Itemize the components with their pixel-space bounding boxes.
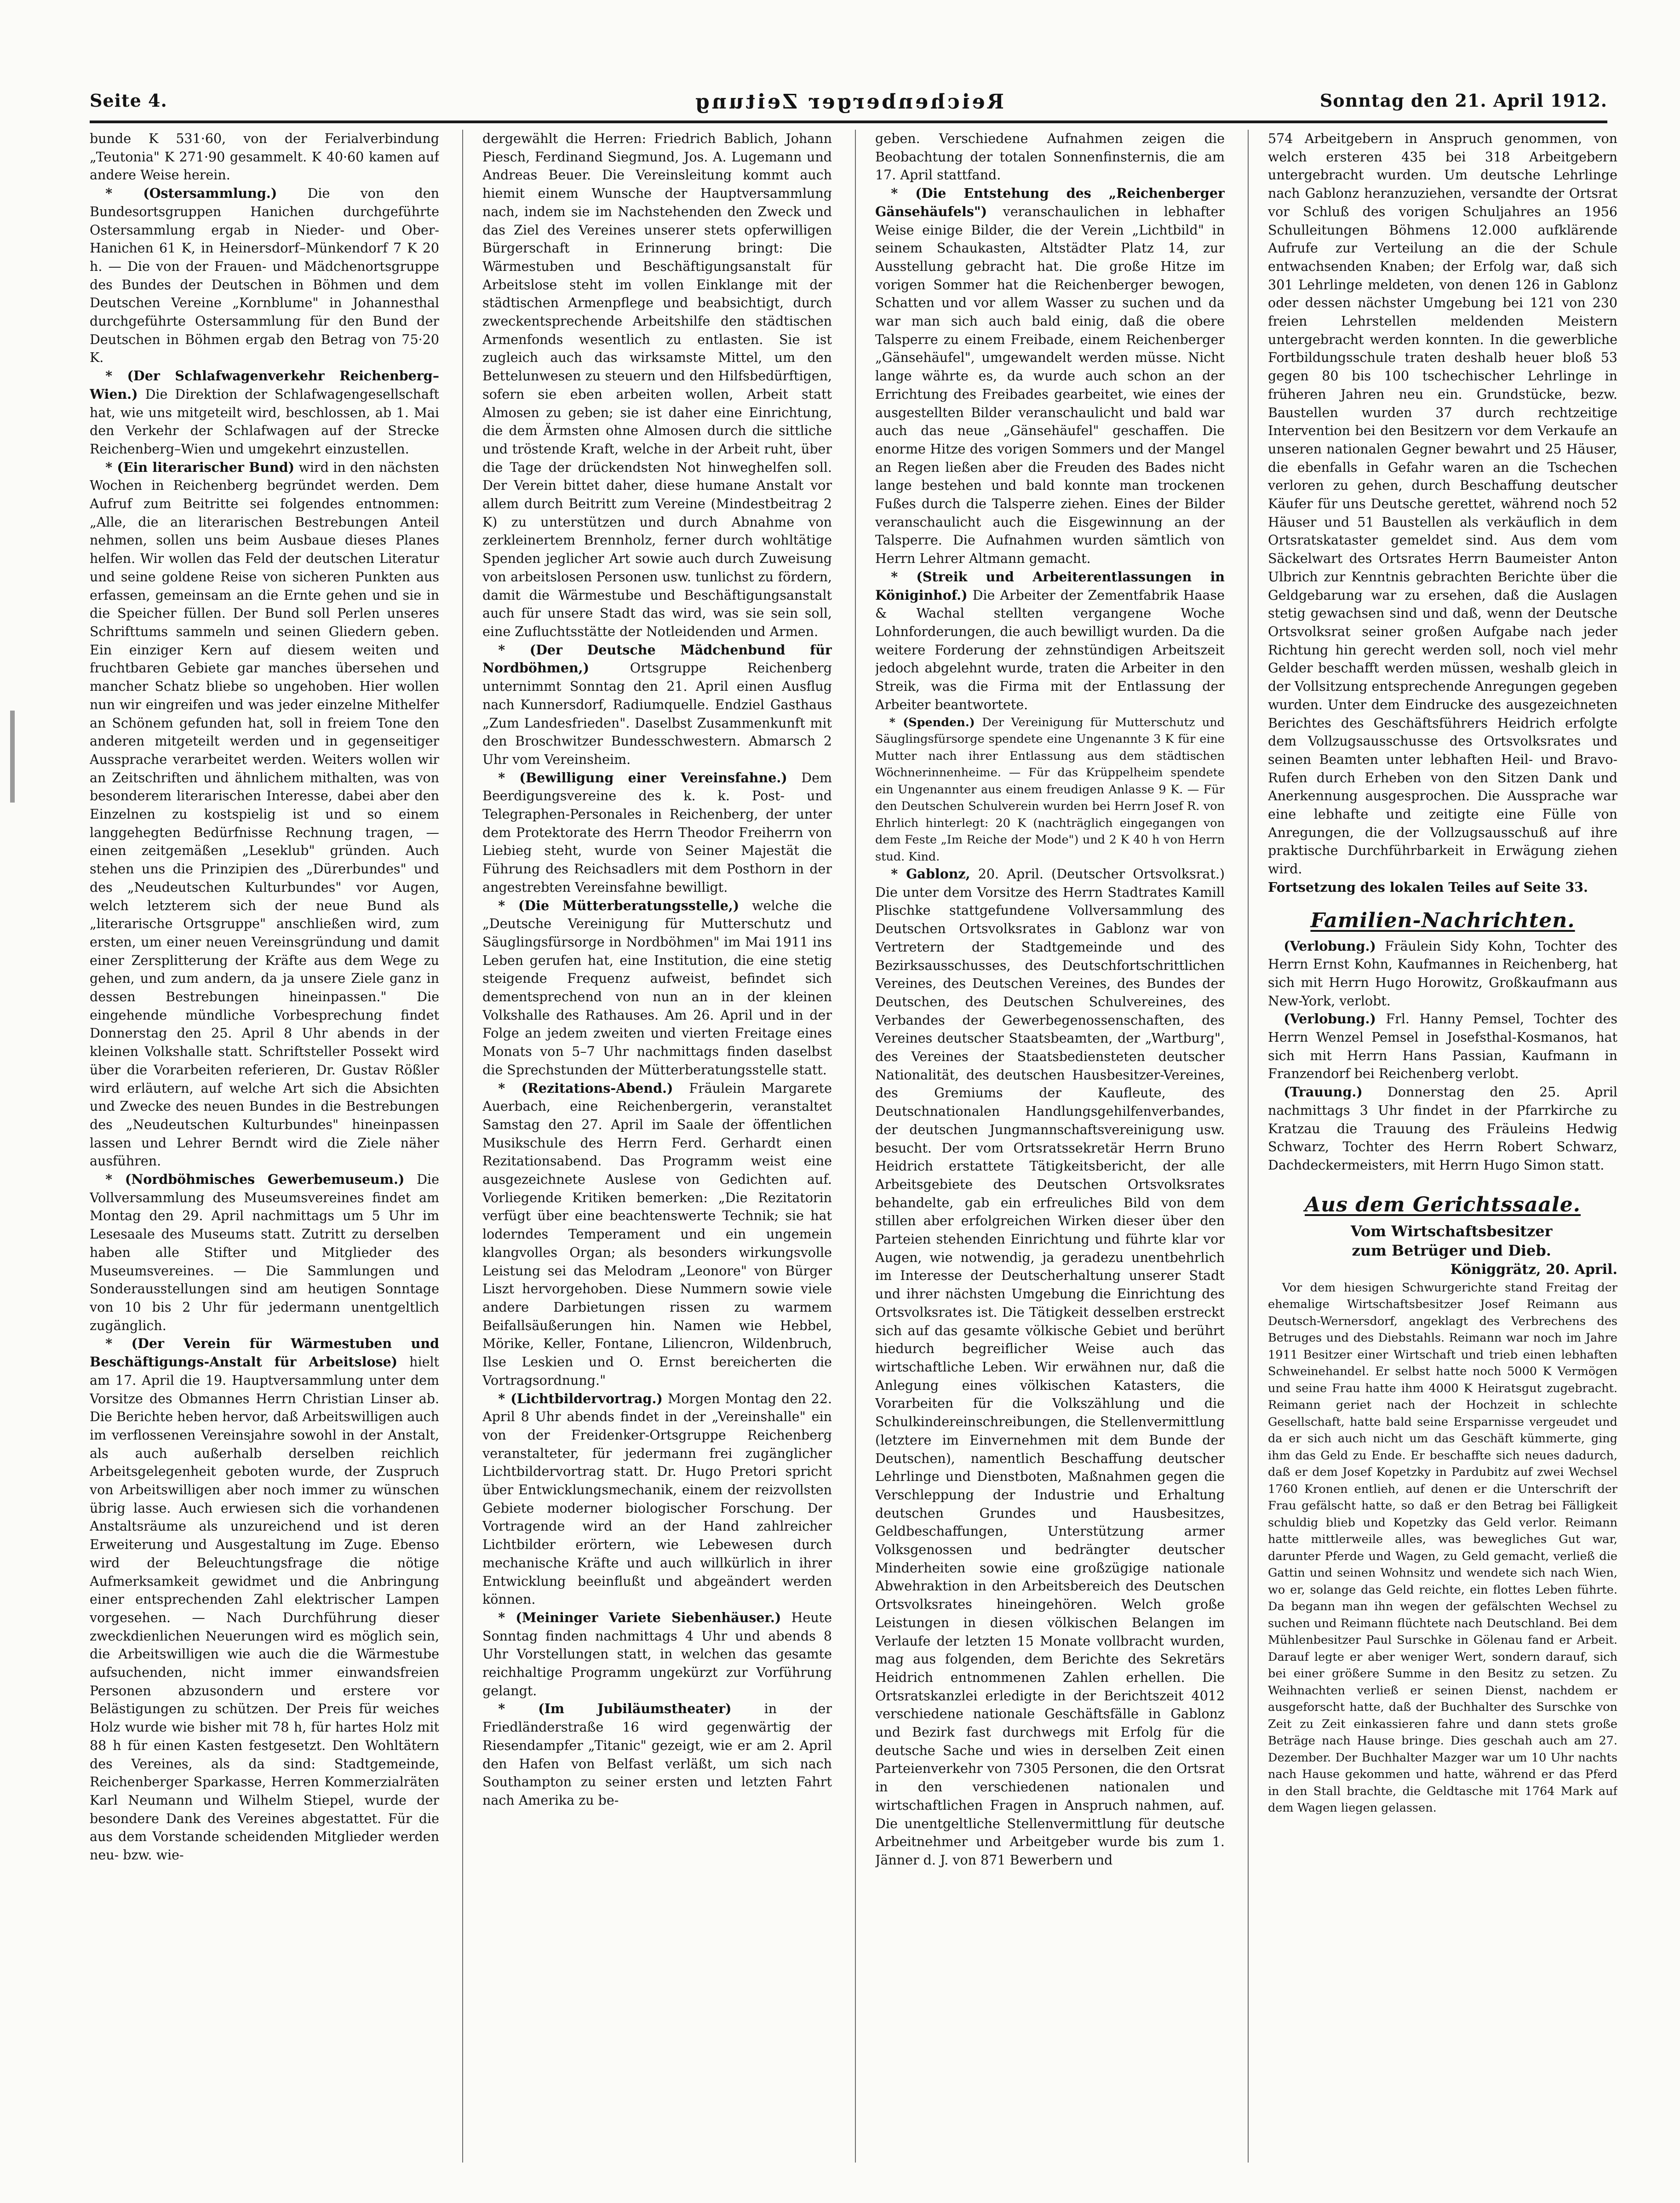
article-paragraph (90, 459, 439, 1170)
article-lead: * (Die Entstehung des „Reichenberger Gänsehäufels") (875, 185, 1225, 219)
article-lead: * (Der Verein für Wärmestuben und Beschäftigungs-Anstalt für Arbeitslose) (90, 1336, 439, 1370)
article-paragraph (482, 1609, 832, 1700)
article-paragraph (482, 1079, 832, 1390)
article-lead: * (Ein literarischer Bund) (105, 459, 295, 475)
article-lead: * (Streik und Arbeiterentlassungen in Königinhof.) (875, 568, 1225, 603)
continuation-note: Fortsetzung des lokalen Teiles auf Seite 33. (1268, 879, 1588, 895)
family-news-item (1268, 1010, 1617, 1083)
article-lead: * (Meininger Variete Siebenhäuser.) (498, 1609, 781, 1625)
article-lead: * (Lichtbildervortrag.) (498, 1390, 663, 1406)
article-lead: * (Im Jubiläumstheater) (498, 1701, 732, 1717)
article-paragraph (1268, 130, 1617, 878)
article-lead: * (Spenden.) (889, 715, 975, 729)
article-lead: * (Bewilligung einer Vereinsfahne.) (498, 769, 787, 786)
article-paragraph (875, 568, 1225, 714)
court-report: Vor dem hiesigen Schwurgerichte stand Freitag der ehemalige Wirtschaftsbesitzer Josef Reimann aus Deutsch-Wernersdorf, angeklagt des Verbrechens des Betruges und des Diebstahls. Reimann war noch im Jahre 1911 Besitzer einer Wirtschaft und trieb einen lebhaften Schweinehandel. Er selbst hatte noch 5000 K Vermögen und seine Frau hatte ihm 4000 K Heiratsgut zugebracht. Reimann geriet nach der Hochzeit in schlechte Gesellschaft, hatte bald seine Ersparnisse vergeudet und da er sich auch nicht um das Geschäft kümmerte, ging ihm das Geld zu Ende. Er beschaffte sich neues dadurch, daß er dem Josef Kopetzky in Pardubitz auf zwei Wechsel 1760 Kronen entlieh, auf denen er die Unterschrift der Frau gefälscht hatte, so daß er den Betrag bei Fälligkeit schuldig blieb und Kopetzky das Geld verlor. Reimann hatte mittlerweile alles, was bewegliches Gut war, darunter Pferde und Wagen, zu Geld gemacht, verließ die Gattin und seinen Wohnsitz und wendete sich nach Wien, wo er, solange das Geld reichte, ein flottes Leben führte. Da begann man ihn wegen der gefälschten Wechsel zu suchen und Reimann flüchtete nach Deutschland. Bei dem Mühlenbesitzer Paul Surschke in Gölenau fand er Arbeit. Darauf legte er aber weniger Wert, sondern darauf, sich bei einer größere Summe in den Besitz zu setzen. Zu Weihnachten verließ er seinen Dienst, nachdem er ausgeforscht hatte, daß der Buchhalter des Surschke von Zeit zu Zeit einkassieren fahre und dann stets große Beträge nach Hause bringe. Dies geschah auch am 27. Dezember. Der Buchhalter Mazger war um 10 Uhr nachts nach Hause gekommen und hatte, während er das Pferd in den Stall brachte, die Geldtasche mit 1764 Mark auf dem Wagen liegen gelassen. (1268, 1280, 1617, 1815)
column-4 (1268, 130, 1617, 2163)
article-text: 20. April. (Deutscher Ortsvolksrat.) Die unter dem Vorsitze des Herrn Stadtrates Kamill Plischke stattgefundene Vollversammlung des Deutschen Ortsvolksrates in Gablonz war von Vertretern der Stadtgemeinde und des Bezirksausschusses, des Deutschfortschrittlichen Vereines, des Deutschen Vereines, des Bundes der Deutschen, des Deutschen Schulvereines, des Verbandes der Gewerbegenossenschaften, des Vereines deutscher Staatsbeamten, der „Wartburg", des Vereines der Staatsbediensteten deutscher Nationalität, des deutschen Hausbesitzer-Vereines, des Gremiums der Kaufleute, des Deutschnationalen Handlungsgehilfenverbandes, der deutschen Jungmannschaftsvereinigung usw. besucht. Der vom Ortsratssekretär Herrn Bruno Heidrich erstattete Tätigkeitsbericht, der alle Arbeitsgebiete des Deutschen Ortsvolksrates behandelte, gab ein erfreuliches Bild von dem stillen aber erfolgreichen Wirken dieser über den Parteien stehenden Einrichtung und führte klar vor Augen, wie notwendig, ja geradezu unentbehrlich im Interesse der Deutscherhaltung unserer Stadt und ihrer nächsten Umgebung die Einrichtung des Ortsvolksrates ist. Die Tätigkeit desselben erstreckt sich auf das gesamte völkische Gebiet und berührt hiedurch begreiflicher Weise auch das wirtschaftliche Leben. Wir erwähnen nur, daß die Anlegung eines völkischen Katasters, die Vorarbeiten für die Volkszählung und die Schulkindereinschreibungen, die Stellenvermittlung (letztere im Einvernehmen mit dem Bunde der Deutschen), namentlich Beschaffung deutscher Lehrlinge und Dienstboten, Maßnahmen gegen die Verschleppung der Industrie und Erhaltung deutschen Grundes und Hausbesitzes, Geldbeschaffungen, Unterstützung armer Volksgenossen und bedrängter deutscher Minderheiten sowie eine großzügige nationale Abwehraktion in den Arbeitsbereich des Deutschen Ortsvolksrates hineingehören. Welch große Leistungen in diesen völkischen Belangen im Verlaufe der letzten 15 Monate vollbracht wurden, mag aus folgenden, dem Berichte des Sekretärs Heidrich entnommenen Zahlen erhellen. Die Ortsratskanzlei erledigte in der Berichtszeit 4012 verschiedene nationale Geschäftsfälle in Gablonz und Bezirk fast durchwegs mit Erfolg für die deutsche Sache und wies in derselben Zeit einen Parteienverkehr von 7305 Personen, die den Ortsrat in den verschiedenen nationalen und wirtschaftlichen Fragen in Anspruch nahmen, auf. Die unentgeltliche Stellenvermittlung für deutsche Arbeitnehmer und Arbeitgeber wurde bis zum 1. Jänner d. J. von 871 Bewerbern und (875, 866, 1225, 1868)
column-divider (462, 130, 463, 2163)
article-text: Fräulein Margarete Auerbach, eine Reichenbergerin, veranstaltet Samstag den 27. April im Saale der öffentlichen Musikschule des Herrn Ferd. Gerhardt einen Rezitationsabend. Das Programm weist eine ausgezeichnete Auslese von Gedichten auf. Vorliegende Kritiken bemerken: „Die Rezitatorin verfügt über eine beachtenswerte Technik; sie hat loderndes Temperament und ein ungemein klangvolles Organ; als besonders wirkungsvolle Leistung sei das Melodram „Leonore" von Bürger Liszt hervorgehoben. Diese Nummern sowie viele andere Darbietungen rissen zu warmem Beifallsäußerungen hin. Namen wie Hebbel, Mörike, Keller, Fontane, Liliencron, Wildenbruch, Ilse Leskien und O. Ernst bereicherten die Vortragsordnung." (482, 1080, 832, 1388)
column-divider (855, 130, 856, 2163)
article-text: Ortsgruppe Reichenberg unternimmt Sonntag den 21. April einen Ausflug nach Kunnersdorf, Radiumquelle. Endziel Gasthaus „Zum Landesfrieden". Daselbst Zusammenkunft mit den Broschwitzer Bundesschwestern. Abmarsch 2 Uhr vom Vereinsheim. (482, 660, 832, 767)
column-2 (482, 130, 832, 2163)
article-paragraph (875, 130, 1225, 184)
family-news-item (1268, 937, 1617, 1010)
article-text: veranschaulichen in lebhafter Weise einige Bilder, die der Verein „Lichtbild" in seinem Schaukasten, Altstädter Platz 14, zur Ausstellung gebracht hat. Die große Hitze im vorigen Sommer hat die Reichenberger bewogen, Schatten und vor allem Wasser zu suchen und da war man sich auch bald einig, daß die obere Talsperre zu einem Freibade, einem Reichenberger „Gänsehäufel", umgewandelt werden müsse. Nicht lange währte es, da wurde auch schon an der Errichtung des Freibades gearbeitet, wie eines der ausgestellten Bilder veranschaulicht und bald war auch das neue „Gänsehäufel" geschaffen. Die enorme Hitze des vorigen Sommers und der Mangel an Regen ließen aber die Freuden des Bades nicht lange bestehen und bald konnte man trockenen Fußes durch die Talsperre ziehen. Eines der Bilder veranschaulicht auch die Eisgewinnung an der Talsperre. Die Aufnahmen wurden sämtlich von Herrn Lehrer Altmann gemacht. (875, 204, 1225, 567)
family-news-text: Donnerstag den 25. April nachmittags 3 Uhr findet in der Pfarrkirche zu Kratzau die Trauung des Fräuleins Hedwig Schwarz, Tochter des Herrn Robert Schwarz, Dachdeckermeisters, mit Herrn Hugo Simon statt. (1268, 1084, 1617, 1173)
article-text: wird in den nächsten Wochen in Reichenberg begründet werden. Dem Aufruf zum Beitritte sei folgendes entnommen: „Alle, die an literarischen Bestrebungen Anteil nehmen, sollen uns beim Ausbaue dieses Planes helfen. Wir wollen das Feld der deutschen Literatur und seine goldene Reise von sicheren Punkten aus erfassen, gemeinsam an die Ernte gehen und sie in die Speicher füllen. Der Bund soll Perlen unseres Schrifttums sammeln und seinen Gliedern geben. Ein einziger Kern auf diesem weiten und fruchtbaren Gebiete gar manches übersehen und mancher Schatz bliebe so ungehoben. Hier wollen nun wir eingreifen und was jeder einzelne Mithelfer an Schönem gefunden hat, soll in freiem Tone den anderen mitgeteilt werden und in gegenseitiger Aussprache verarbeitet werden. Weiters wollen wir an Zeitschriften und ähnlichem mithalten, was von besonderem literarischen Interesse, dabei aber den Einzelnen zu kostspielig ist und so einem langgehegten Bedürfnisse Rechnung tragen, — einen zeitgemäßen „Leseklub" gründen. Auch stehen uns die Prinzipien des „Dürerbundes" und des „Neudeutschen Kulturbundes" vor Augen, welch letzterem sich der neue Bund als „literarische Ortsgruppe" anschließen wird, zum ersten, um einer neuen Vereinsgründung und damit einer Zersplitterung der Kräfte aus dem Wege zu gehen, und zum andern, da ja unsere Ziele ganz in dessen Bestrebungen hineinpassen." Die eingehende mündliche Vorbesprechung findet Donnerstag den 25. April 8 Uhr abends in der kleinen Volkshalle statt. Schriftsteller Possekt wird über die Vorarbeiten referieren, Dr. Gustav Rößler wird erläutern, auf welche Art sich die Absichten und Zwecke des neuen Bundes in die Bestrebungen des „Neudeutschen Kulturbundes" hineinpassen lassen und Lehrer Berndt wird die Ziele näher ausführen. (90, 459, 439, 1169)
family-news-items (1268, 937, 1617, 1175)
article-paragraph (482, 769, 832, 897)
article-text: Die Direktion der Schlafwagengesellschaft hat, wie uns mitgeteilt wird, beschlossen, ab 1. Mai den Verkehr der Schlafwagen auf der Strecke Reichenberg–Wien und umgekehrt einzustellen. (90, 386, 439, 457)
article-text: 574 Arbeitgebern in Anspruch genommen, von welch ersteren 435 bei 318 Arbeitgebern untergebracht wurden. Um deutsche Lehrlinge nach Gablonz heranzuziehen, versandte der Ortsrat vor Schluß des vorigen Schuljahres an 1956 Schulleitungen Böhmens 12.000 aufklärende Aufrufe zur Verteilung an die der Schule entwachsenden Knaben; der Erfolg war, daß sich 301 Lehrlinge meldeten, von denen 126 in Gablonz oder dessen nächster Umgebung bei 121 von 230 freien Lehrstellen meldenden Meistern untergebracht werden konnten. In die gewerbliche Fortbildungsschule traten deshalb heuer bloß 53 gegen 80 bis 100 tschechischer Lehrlinge in früheren Jahren neu ein. Grundstücke, bezw. Baustellen wurden 37 durch rechtzeitige Intervention bei den Besitzern vor dem Verkaufe an unseren nationalen Gegner bewahrt und 25 Häuser, die ebenfalls in Gefahr waren an die Tschechen verloren zu gehen, durch Beschaffung deutscher Käufer für uns Deutsche gerettet, während noch 52 Häuser und 51 Baustellen als verkäuflich in dem Ortsratskataster gemeldet sind. Aus dem vom Säckelwart des Ortsrates Herrn Baumeister Anton Ulbrich zur Kenntnis gebrachten Berichte über die Geldgebarung war zu ersehen, daß die Auslagen stetig gewachsen sind und daß, wenn der Deutsche Ortsvolksrat seiner großen Aufgabe nach jeder Richtung hin gerecht werden soll, noch viel mehr Gelder beschafft werden müssen, weshalb gleich in der Vollsitzung entsprechende Anregungen gegeben wurden. Unter dem Eindrucke des ausgezeichneten Berichtes des Geschäftsführers Heidrich erfolgte dem Vollzugsausschusse des Ortsvolksrates und seinen Beamten unter lebhaften Heil- und Bravo-Rufen durch Erheben von den Sitzen Dank und Anerkennung ausgesprochen. Die Aussprache war eine lebhafte und zeitigte eine Fülle von Anregungen, die der Vollzugsausschuß auf ihre praktische Durchführbarkeit in Erwägung ziehen wird. (1268, 131, 1617, 877)
article-paragraph (90, 184, 439, 367)
family-news-type: (Verlobung.) (1284, 938, 1376, 954)
article-lead: * (Nordböhmisches Gewerbemuseum.) (105, 1171, 405, 1188)
margin-mark-icon (4, 711, 22, 803)
article-text: bunde K 531·60, von der Ferialverbindung „Teutonia" K 271·90 gesammelt. K 40·60 kamen auf andere Weise herein. (90, 131, 439, 183)
article-lead: * (Der Schlafwagenverkehr Reichenberg–Wien.) (90, 368, 439, 402)
column-divider (1248, 130, 1249, 2163)
masthead-mirrored: Reichenberger Zeitung (693, 90, 1004, 114)
article-paragraph (482, 897, 832, 1079)
article-text: Der Vereinigung für Mutterschutz und Säuglingsfürsorge spendete eine Ungenannte 3 K für eine Mutter nach ihrer Entlassung aus dem städtischen Wöchnerinnenheime. — Für das Krüppelheim spendete ein Ungenannter aus einem freudigen Anlasse 9 K. — Für den Deutschen Schulverein wurden bei Herrn Josef R. von Ehrlich hinterlegt: 20 K (nachträglich eingegangen von dem Feste „Im Reiche der Mode") und 2 K 40 h von Herrn stud. Kind. (875, 715, 1225, 864)
article-text: welche die „Deutsche Vereinigung für Mutterschutz und Säuglingsfürsorge in Nordböhmen" im Mai 1911 ins Leben gerufen hat, eine Institution, die eine stetig steigende Frequenz aufweist, befindet sich dementsprechend von nun an in der kleinen Volkshalle des Rathauses. Am 26. April und in der Folge an jedem zweiten und vierten Freitage eines Monats von 5–7 Uhr nachmittags finden daselbst die Sprechstunden der Mütterberatungsstelle statt. (482, 898, 832, 1078)
article-paragraph (90, 1170, 439, 1335)
court-subtitle-1: Vom Wirtschaftsbesitzer (1350, 1222, 1553, 1240)
article-text: Dem Beerdigungsvereine des k. k. Post- und Telegraphen-Personales in Reichenberg, der unter dem Protektorate des Herrn Theodor Freiherrn von Liebieg steht, wurde von Seiner Majestät die Führung des Reichsadlers mit dem Posthorn in der angestrebten Vereinsfahne bewilligt. (482, 770, 832, 895)
page-header (90, 86, 1607, 122)
article-text: geben. Verschiedene Aufnahmen zeigen die Beobachtung der totalen Sonnenfinsternis, die am 17. April stattfand. (875, 131, 1225, 183)
article-paragraph (482, 1700, 832, 1809)
article-text: in der Friedländerstraße 16 wird gegenwärtig der Riesendampfer „Titanic" gezeigt, wie er am 2. April den Hafen von Belfast verläßt, um sich nach Southampton zu seiner ersten und letzten Fahrt nach Amerika zu be- (482, 1701, 832, 1808)
article-text: Heute Sonntag finden nachmittags 4 Uhr und abends 8 Uhr Vorstellungen statt, in welchen das gesamte reichhaltige Programm ungekürzt zur Vorführung gelangt. (482, 1610, 832, 1698)
family-news-heading: Familien-Nachrichten. (1310, 908, 1575, 932)
article-paragraph (90, 367, 439, 459)
court-subtitle-2: zum Betrüger und Dieb. (1352, 1241, 1551, 1259)
article-paragraph (90, 1335, 439, 1864)
article-text: Morgen Montag den 22. April 8 Uhr abends findet in der „Vereinshalle" ein von der Freidenker-Ortsgruppe Reichenberg veranstalteter, für jedermann frei zugänglicher Lichtbildervortrag statt. Dr. Hugo Pretori spricht über Entwicklungsmechanik, einem der reizvollsten Gebiete moderner biologischer Forschung. Der Vortragende wird an der Hand zahlreicher Lichtbilder erörtern, wie Lebewesen durch mechanische Kräfte und auch willkürlich in ihrer Entwicklung beeinflußt und abgeändert werden können. (482, 1391, 832, 1607)
court-heading: Aus dem Gerichtssaale. (1304, 1193, 1581, 1216)
family-news-text: Frl. Hanny Pemsel, Tochter des Herrn Wenzel Pemsel in Josefsthal-Kosmanos, hat sich mit Herrn Hans Passian, Kaufmann in Franzendorf bei Reichenberg verlobt. (1268, 1011, 1617, 1082)
article-paragraph (875, 714, 1225, 866)
article-text: dergewählt die Herren: Friedrich Bablich, Johann Piesch, Ferdinand Siegmund, Jos. A. Lugemann und Andreas Beuer. Die Vereinsleitung kommt auch hiemit einem Wunsche der Hauptversammlung nach, indem sie im Nachstehenden den Zweck und das Ziel des Vereines unserer stets opferwilligen Bürgerschaft in Erinnerung bringt: Die Wärmestuben und Beschäftigungsanstalt für Arbeitslose steht im vollen Einklange mit der städtischen Armenpflege und beabsichtigt, durch zweckentsprechende Arbeitshilfe den städtischen Armenfonds wesentlich zu entlasten. Sie ist zugleich auch das wirksamste Mittel, um den Bettelunwesen zu steuern und den Hilfsbedürftigen, sofern sie eben arbeiten wollen, Arbeit statt Almosen zu geben; sie ist daher eine Einrichtung, die dem Ärmsten ohne Almosen durch die sittliche und tröstende Kraft, welche in der Arbeit ruht, über die Tage der drückendsten Not hinweghelfen soll. Der Verein bittet daher, diese humane Anstalt vor allem durch Beitritt zum Vereine (Mindestbeitrag 2 K) zu unterstützen und durch Abnahme von zerkleinertem Brennholz, ferner durch wohltätige Spenden jeglicher Art sowie auch durch Zuweisung von arbeitslosen Personen usw. tunlichst zu fördern, damit die Wärmestube und Beschäftigungsanstalt auch für unsere Stadt das wird, was sie sein soll, eine Zufluchtsstätte der Notleidenden und Armen. (482, 131, 832, 639)
column-3 (875, 130, 1225, 2163)
article-text: Die Arbeiter der Zementfabrik Haase & Wachal stellten vergangene Woche Lohnforderungen, die auch bewilligt wurden. Da die weitere Forderung der zehnstündigen Arbeitszeit jedoch abgelehnt wurde, traten die Arbeiter in den Streik, was die Firma mit der Entlassung der Arbeiter beantwortete. (875, 587, 1225, 712)
issue-date: Sonntag den 21. April 1912. (1319, 90, 1607, 111)
article-text: hielt am 17. April die 19. Hauptversammlung unter dem Vorsitze des Obmannes Herrn Christian Linser ab. Die Berichte heben hervor, daß Arbeitswilligen auch im verflossenen Vereinsjahre sowohl in der Anstalt, als auch außerhalb derselben reichlich Arbeitsgelegenheit geboten wurde, der Zuspruch von Arbeitswilligen aber noch immer zu wünschen übrig lasse. Auch erwiesen sich die vorhandenen Anstaltsräume als unzureichend und ist deren Erweiterung und Ausgestaltung im Zuge. Ebenso wird der Beleuchtungsfrage die nötige Aufmerksamkeit gewidmet und die Anbringung einer entsprechenden Zahl elektrischer Lampen vorgesehen. — Nach Durchführung dieser zweckdienlichen Neuerungen wird es möglich sein, die Arbeitswilligen wie auch die die Wärmestube aufsuchenden, nicht immer einwandsfreien Personen abzusondern und erstere vor Belästigungen zu schützen. Der Preis für weiches Holz wurde wie bisher mit 78 h, für hartes Holz mit 88 h für einen Kasten festgesetzt. Den Wohltätern des Vereines, als da sind: Stadtgemeinde, Reichenberger Sparkasse, Herren Kommerzialräten Karl Neumann und Wilhelm Stiepel, wurde der besondere Dank des Vereines abgestattet. Für die aus dem Vorstande scheidenden Mitglieder werden neu- bzw. wie- (90, 1354, 439, 1863)
article-lead: * Gablonz, (891, 866, 970, 882)
court-dateline: Königgrätz, 20. April. (1450, 1261, 1617, 1278)
article-text: Die von den Bundesortsgruppen Hanichen durchgeführte Ostersammlung ergab in Nieder- und Ober-Hanichen 61 K, in Heinersdorf–Münkendorf 7 K 20 h. — Die von der Frauen- und Mädchenortsgruppe des Bundes der Deutschen in Böhmen und dem Deutschen Vereine „Kornblume" in Johannesthal durchgeführte Ostersammlung für den Bund der Deutschen in Böhmen ergab den Betrag von 75·20 K. (90, 186, 439, 366)
article-lead: * (Ostersammlung.) (105, 185, 277, 201)
page-number: Seite 4. (90, 90, 167, 111)
family-news-type: (Verlobung.) (1284, 1011, 1376, 1027)
article-lead: * (Die Mütterberatungsstelle,) (498, 897, 740, 913)
article-paragraph (482, 130, 832, 641)
article-paragraph (90, 130, 439, 184)
article-lead: * (Der Deutsche Mädchenbund für Nordböhmen,) (482, 642, 832, 676)
article-lead: * (Rezitations-Abend.) (498, 1080, 673, 1096)
family-news-type: (Trauung.) (1284, 1084, 1363, 1100)
article-paragraph (875, 865, 1225, 1870)
column-1 (90, 130, 439, 2163)
family-news-item (1268, 1083, 1617, 1175)
article-text: Die Vollversammlung des Museumsvereines findet am Montag den 29. April nachmittags um 5 Uhr im Lesesaale des Museums statt. Zutritt zu derselben haben alle Stifter und Mitglieder des Museumsvereines. — Die Sammlungen und Sonderausstellungen sind am heutigen Sonntage von 10 bis 2 Uhr für jedermann unentgeltlich zugänglich. (90, 1172, 439, 1333)
article-paragraph (482, 641, 832, 769)
ortsvolksrat-continuation (1268, 130, 1617, 878)
family-news-text: Fräulein Sidy Kohn, Tochter des Herrn Ernst Kohn, Kaufmannes in Reichenberg, hat sich mit Herrn Hugo Horowitz, Großkaufmann aus New-York, verlobt. (1268, 938, 1617, 1009)
article-paragraph (482, 1390, 832, 1609)
header-rule (90, 120, 1607, 123)
article-paragraph (875, 184, 1225, 568)
